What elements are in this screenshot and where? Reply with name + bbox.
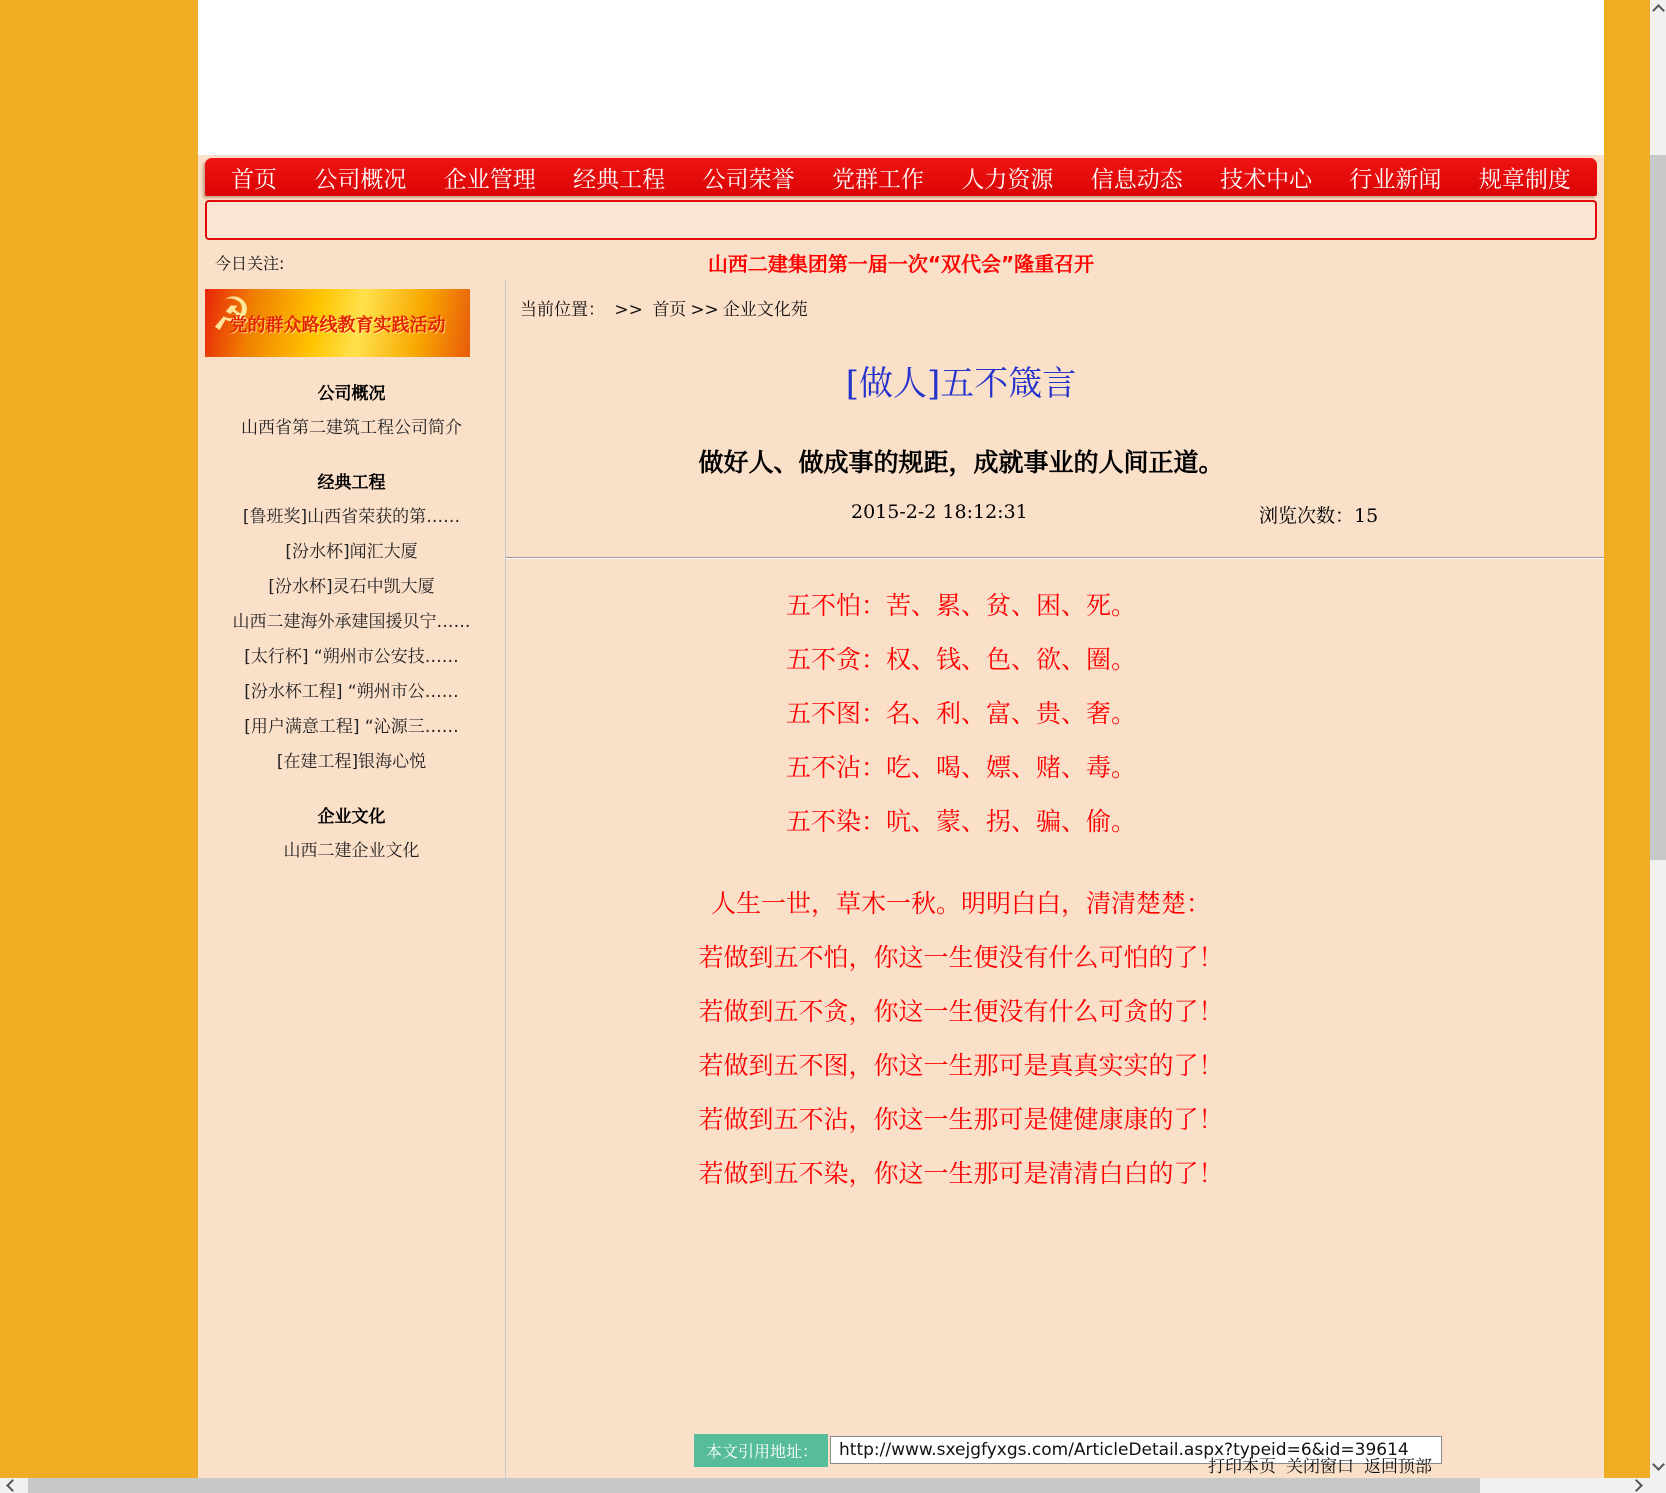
sidebar-link-list	[198, 411, 505, 446]
sidebar-link-list	[198, 834, 505, 869]
article-title: [做人]五不箴言	[845, 364, 1077, 404]
footer-action-link[interactable]: 返回顶部	[1364, 1457, 1432, 1477]
nav-item[interactable]: 技术中心	[1220, 166, 1313, 193]
sidebar-section-culture	[198, 801, 505, 869]
sidebar-link[interactable]: 山西二建企业文化	[283, 841, 420, 861]
banner-text: 党的群众路线教育实践活动	[229, 315, 446, 336]
page-body	[198, 155, 1604, 1478]
content-divider	[506, 557, 1604, 559]
sidebar-link[interactable]: 山西省第二建筑工程公司简介	[241, 418, 462, 438]
news-ticker-row	[198, 246, 1604, 279]
sidebar-link-list	[198, 500, 505, 780]
sidebar-section-projects	[198, 467, 505, 780]
main-nav	[205, 158, 1597, 196]
nav-item[interactable]: 行业新闻	[1349, 166, 1442, 193]
article-paragraph: 若做到五不贪，你这一生便没有什么可贪的了！	[698, 997, 1224, 1026]
chevron-left-icon	[6, 1479, 19, 1492]
breadcrumb	[506, 279, 1604, 320]
sidebar-link[interactable]: [用户满意工程] “沁源三……	[244, 717, 459, 737]
article-paragraph: 人生一世，草木一秋。明明白白，清清楚楚：	[710, 889, 1211, 918]
horizontal-scrollbar-thumb[interactable]	[28, 1478, 1480, 1493]
nav-sub-bar	[205, 200, 1597, 240]
nav-item[interactable]: 经典工程	[573, 166, 666, 193]
scrollbar-corner	[1650, 1478, 1666, 1493]
breadcrumb-section-link[interactable]: 企业文化苑	[722, 300, 808, 320]
page-top-blank-header	[198, 0, 1604, 155]
headline-link[interactable]: 山西二建集团第一届一次“双代会”隆重召开	[707, 252, 1095, 276]
article-paragraph: 五不染：吭、蒙、拐、骗、偷。	[785, 807, 1136, 836]
sidebar-link[interactable]: [在建工程]银海心悦	[276, 752, 427, 772]
scroll-right-button[interactable]	[1628, 1478, 1644, 1493]
sidebar-link[interactable]: [太行杯] “朔州市公安技……	[244, 647, 459, 667]
footer-action-link[interactable]: 关闭窗口	[1286, 1457, 1354, 1477]
content-row	[198, 279, 1604, 1479]
today-focus-label: 今日关注:	[215, 254, 285, 273]
scroll-up-button[interactable]	[1650, 2, 1666, 18]
citation-row	[694, 1436, 1604, 1464]
sidebar-banner-image[interactable]	[205, 289, 470, 357]
article-view-count: 浏览次数：15	[1259, 505, 1379, 527]
article-paragraph: 若做到五不怕，你这一生便没有什么可怕的了！	[698, 943, 1224, 972]
article-meta-row	[506, 501, 1604, 527]
breadcrumb-home-link[interactable]: 首页	[652, 300, 687, 320]
page-column	[198, 0, 1604, 1478]
article-paragraph: 五不图：名、利、富、贵、奢。	[785, 699, 1136, 728]
chevron-up-icon	[1652, 4, 1665, 17]
sidebar-link[interactable]: [鲁班奖]山西省荣获的第……	[242, 507, 461, 527]
article-body	[506, 579, 1416, 1201]
article-paragraph: 五不沾：吃、喝、嫖、赌、毒。	[785, 753, 1136, 782]
citation-label: 本文引用地址：	[694, 1434, 828, 1467]
footer-action-link[interactable]: 打印本页	[1208, 1457, 1276, 1477]
article-paragraph: 五不贪：权、钱、色、欲、圈。	[785, 645, 1136, 674]
sidebar	[198, 279, 505, 1479]
nav-item[interactable]: 人力资源	[961, 166, 1054, 193]
sidebar-link[interactable]: [汾水杯]灵石中凯大厦	[268, 577, 435, 597]
sidebar-link[interactable]: [汾水杯]闻汇大厦	[285, 542, 418, 562]
breadcrumb-arrow: >>	[614, 300, 643, 320]
article-pane	[505, 279, 1604, 1479]
nav-item[interactable]: 公司概况	[314, 166, 407, 193]
nav-item[interactable]: 信息动态	[1090, 166, 1183, 193]
scroll-down-button[interactable]	[1650, 1456, 1666, 1472]
nav-item[interactable]: 党群工作	[831, 166, 924, 193]
article-footer-links	[1198, 1452, 1432, 1477]
article-paragraph: 五不怕：苦、累、贫、困、死。	[785, 591, 1136, 620]
sidebar-link[interactable]: [汾水杯工程] “朔州市公……	[244, 682, 459, 702]
article-subtitle: 做好人、做成事的规距，成就事业的人间正道。	[698, 448, 1224, 477]
sidebar-section-company	[198, 378, 505, 446]
nav-item[interactable]: 企业管理	[443, 166, 536, 193]
article-paragraph: 若做到五不沾，你这一生那可是健健康康的了！	[698, 1105, 1224, 1134]
chevron-right-icon	[1630, 1479, 1643, 1492]
article-paragraph: 若做到五不染，你这一生那可是清清白白的了！	[698, 1159, 1224, 1188]
horizontal-scrollbar[interactable]	[0, 1478, 1650, 1493]
article-paragraph: 若做到五不图，你这一生那可是真真实实的了！	[698, 1051, 1224, 1080]
sidebar-heading: 公司概况	[317, 384, 386, 404]
sidebar-link[interactable]: 山西二建海外承建国援贝宁……	[232, 612, 471, 632]
nav-item[interactable]: 首页	[231, 166, 277, 193]
right-page-margin	[1604, 0, 1650, 1478]
breadcrumb-separator: >>	[690, 300, 719, 320]
scroll-left-button[interactable]	[4, 1478, 20, 1493]
party-emblem-icon: ☭	[211, 289, 253, 341]
chevron-down-icon	[1652, 1458, 1665, 1471]
sidebar-heading: 企业文化	[317, 807, 386, 827]
nav-item[interactable]: 公司荣誉	[702, 166, 795, 193]
nav-item[interactable]: 规章制度	[1478, 166, 1571, 193]
sidebar-heading: 经典工程	[317, 473, 386, 493]
left-page-margin	[0, 0, 198, 1478]
breadcrumb-label: 当前位置：	[520, 300, 605, 320]
article-date: 2015-2-2 18:12:31	[851, 501, 1028, 523]
vertical-scrollbar-thumb[interactable]	[1650, 155, 1666, 860]
vertical-scrollbar[interactable]	[1650, 0, 1666, 1478]
